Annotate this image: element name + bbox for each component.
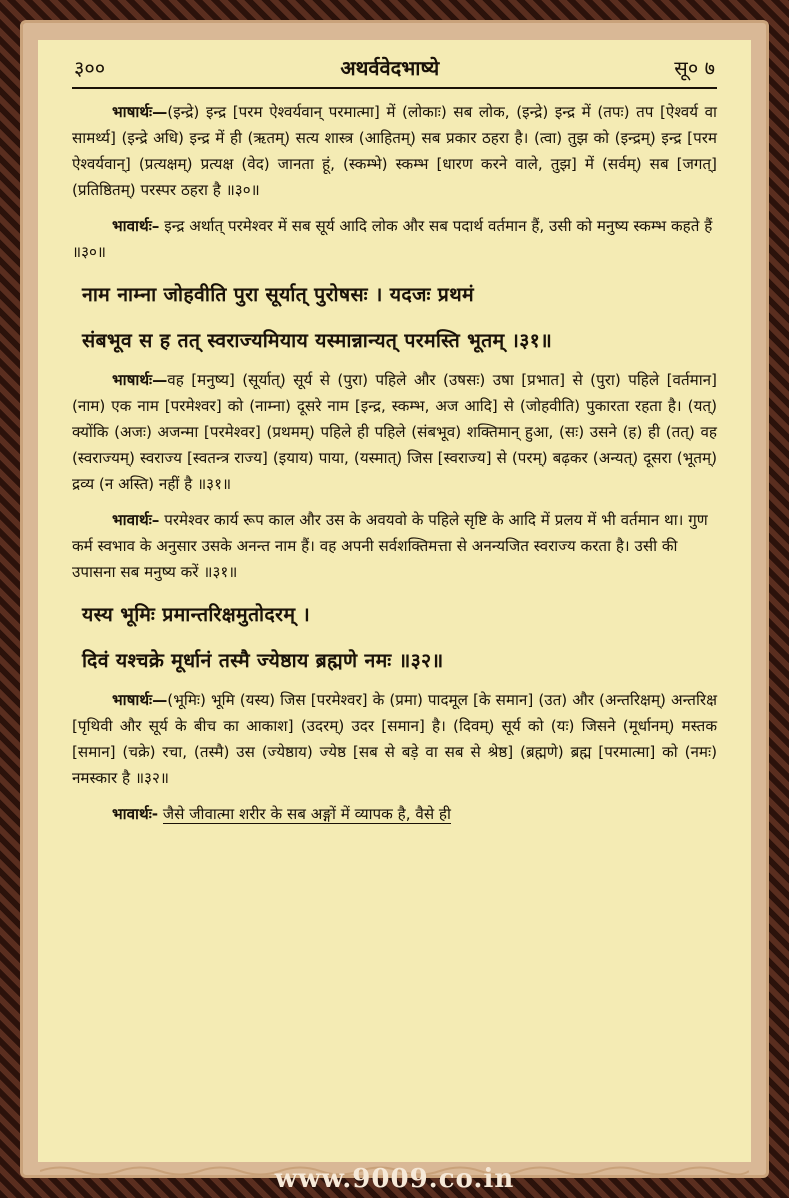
bhavartha-text: जैसे जीवात्मा शरीर के सब अङ्गों में व्यापक है, वैसे ही <box>162 805 451 823</box>
header-rule <box>72 87 717 89</box>
section-label: सू० ७ <box>674 56 715 80</box>
bhashya-30 <box>72 99 717 203</box>
bhavartha-lead: भावार्थः– <box>112 511 160 529</box>
page-number: ३०० <box>74 56 106 80</box>
book-title: अथर्ववेदभाष्ये <box>340 56 440 80</box>
bhavartha-30 <box>72 213 717 265</box>
bhavartha-31 <box>72 507 717 585</box>
bhashya-text: वह [मनुष्य] (सूर्यात्) सूर्य से (पुरा) पहिले और (उषसः) उषा [प्रभात] से (पुरा) पहिले [वर्तमान] (नाम) एक नाम [परमेश्वर] को (नाम्ना) दूसरे नाम [इन्द्र, स्कम्भ, अज आदि] से (जोहवीति) पुकारता रहता है। (यत्) क्योंकि (अजः) अजन्मा [परमेश्वर] (प्रथमम्) पहिले ही पहिले (संबभूव) शक्तिमान् हुआ, (सः) उसने (ह) ही (तत्) वह (स्वराज्यम्) स्वराज्य [स्वतन्त्र राज्य] (इयाय) पाया, (यस्मात्) जिस [स्वराज्य] से (परम्) बढ़कर (अन्यत्) दूसरा (भूतम्) द्रव्य (न अस्ति) नहीं है ॥३१॥ <box>72 371 717 493</box>
bhashya-31 <box>72 367 717 497</box>
bhashya-32 <box>72 687 717 791</box>
mantra-32-line-2: दिवं यश्चक्रे मूर्धानं तस्मै ज्येष्ठाय ब्रह्मणे नमः ॥३२॥ <box>82 649 444 672</box>
bhashya-text: (इन्द्रे) इन्द्र [परम ऐश्वर्यवान् परमात्मा] में (लोकाः) सब लोक, (इन्द्रे) इन्द्र में (तपः) तप [ऐश्वर्य वा सामर्थ्य] (इन्द्रे अधि) इन्द्र में ही (ऋतम्) सत्य शास्त्र (आहितम्) सब प्रकार ठहरा है। (त्वा) तुझ को (इन्द्रम्) इन्द्र [परम ऐश्वर्यवान्] (प्रत्यक्षम्) प्रत्यक्ष (वेद) जानता हूं, (स्कम्भे) स्कम्भ [धारण करने वाले, तुझ] में (सर्वम्) सब [जगत्] (प्रतिष्ठितम्) परस्पर ठहरा है ॥३०॥ <box>72 103 717 199</box>
bhavartha-text: इन्द्र अर्थात् परमेश्वर में सब सूर्य आदि लोक और सब पदार्थ वर्तमान हैं, उसी को मनुष्य स्कम्भ कहते हैं ॥३०॥ <box>72 217 713 261</box>
bhashya-lead: भाषार्थः— <box>112 371 168 389</box>
bhashya-lead: भाषार्थः— <box>112 691 168 709</box>
bhavartha-lead: भावार्थः– <box>112 217 160 235</box>
mantra-31-line-1: नाम नाम्ना जोहवीति पुरा सूर्यात् पुरोषसः । यदजः प्रथमं <box>82 283 474 306</box>
bhavartha-text: परमेश्वर कार्य रूप काल और उस के अवयवो के पहिले सृष्टि के आदि में प्रलय में भी वर्तमान था। गुण कर्म स्वभाव के अनुसार उसके अनन्त नाम हैं। वह अपनी सर्वशक्तिमत्ता से अनन्यजित स्वराज्य करता है। उसी की उपासना सब मनुष्य करें ॥३१॥ <box>72 511 708 581</box>
bhashya-text: (भूमिः) भूमि (यस्य) जिस [परमेश्वर] के (प्रमा) पादमूल [के समान] (उत) और (अन्तरिक्षम्) अन्तरिक्ष [पृथिवी और सूर्य के बीच का आकाश] (उदरम्) उदर [समान] है। (दिवम्) सूर्य को (यः) जिसने (मूर्धानम्) मस्तक [समान] (चक्रे) रचा, (तस्मै) उस (ज्येष्ठाय) ज्येष्ठ [सब से बड़े वा सब से श्रेष्ठ] (ब्रह्मणे) ब्रह्म [परमात्मा] को (नमः) नमस्कार है ॥३२॥ <box>72 691 717 787</box>
mantra-32-line-1: यस्य भूमिः प्रमान्तरिक्षमुतोदरम् । <box>82 603 311 626</box>
book-page <box>38 40 751 1162</box>
mantra-31-line-2: संबभूव स ह तत् स्वराज्यमियाय यस्मान्नान्यत् परमस्ति भूतम् ।३१॥ <box>82 329 553 352</box>
bhavartha-32 <box>72 801 717 827</box>
page-header <box>72 50 717 81</box>
website-footer: www.9009.co.in <box>274 1164 515 1194</box>
bhashya-lead: भाषार्थः— <box>112 103 168 121</box>
bhavartha-lead: भावार्थः- <box>112 805 159 823</box>
